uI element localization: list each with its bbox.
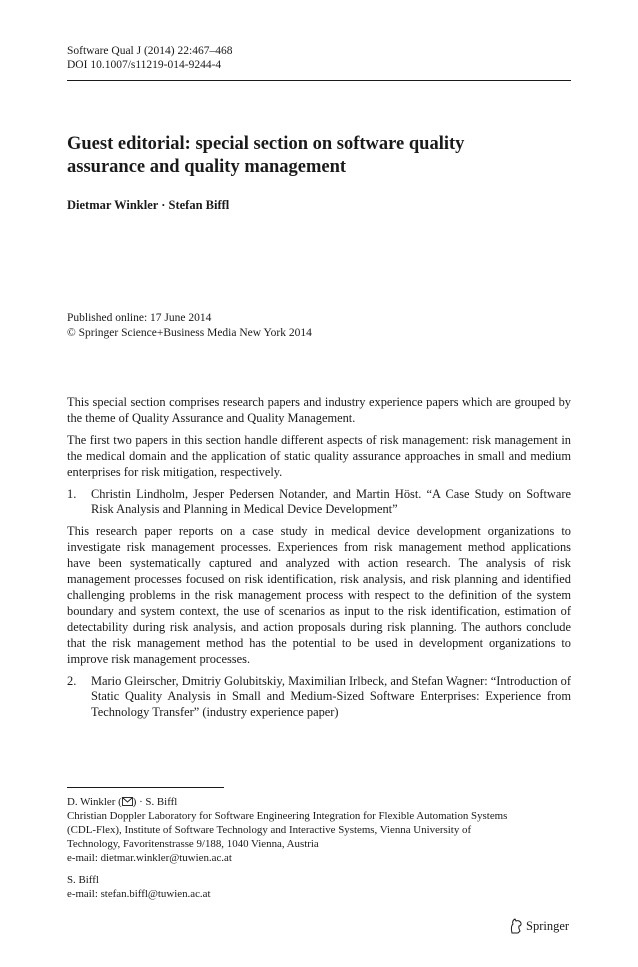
springer-horse-icon [509, 918, 523, 934]
paragraph-intro: This special section comprises research papers and industry experience papers which are grouped by the theme of Quality Assurance and Quality Management. [67, 395, 571, 425]
author-footnote [67, 795, 571, 901]
title-line-1: Guest editorial: special section on software quality [67, 134, 465, 154]
footnote-rule [67, 787, 224, 788]
header-rule [67, 80, 571, 81]
published-date: Published online: 17 June 2014 [67, 312, 212, 324]
reference-number: 2. [67, 673, 77, 688]
envelope-icon [122, 796, 133, 808]
email-winkler: e-mail: dietmar.winkler@tuwien.ac.at [67, 852, 232, 864]
footnote-author-2: S. Biffl [67, 874, 99, 886]
article-title [67, 133, 571, 179]
copyright-notice: © Springer Science+Business Media New York 2014 [67, 326, 312, 339]
reference-text: Christin Lindholm, Jesper Pedersen Notander, and Martin Höst. “A Case Study on Software Risk Analysis and Planning in Medical Device Development” [91, 486, 571, 517]
journal-citation: Software Qual J (2014) 22:467–468 [67, 45, 233, 57]
reference-number: 1. [67, 486, 77, 501]
reference-text: Mario Gleirscher, Dmitriy Golubitskiy, Maximilian Irlbeck, and Stefan Wagner: “Introduction of Static Quality Analysis in Small and Medium-Sized Software Enterprises: Experience from Technology Transfer” (industry experience paper) [91, 673, 571, 720]
publication-info [67, 311, 312, 340]
author-list: Dietmar Winkler · Stefan Biffl [67, 198, 230, 212]
publisher-logo [509, 918, 569, 934]
affiliation-line-2: (CDL-Flex), Institute of Software Technology and Interactive Systems, Vienna University of [67, 824, 472, 836]
doi: DOI 10.1007/s11219-014-9244-4 [67, 59, 222, 71]
email-biffl: e-mail: stefan.biffl@tuwien.ac.at [67, 888, 211, 900]
paragraph-paper-1-summary: This research paper reports on a case study in medical device development organizations to investigate risk management processes. Experiences from risk management method applications have been systematically captured and analyzed with action research. The analysis of risk management processes focused on risk identification, risk analysis, and risk planning and identified challenging problems in the risk management process with respect to the definition of the system boundary and system context, the use of scenarios as input to the risk identification, estimation of detectability during risk analysis, and action proposals during risk planning. The authors conclude that the risk management method has the potential to be used in development organizations to improve risk management processes. [67, 524, 571, 666]
article-body [67, 395, 571, 727]
paragraph-risk-overview: The first two papers in this section handle different aspects of risk management: risk management in the medical domain and the application of static quality assurance approaches in small and medium enterprises for risk mitigation, respectively. [67, 432, 571, 479]
affiliation-line-1: Christian Doppler Laboratory for Software Engineering Integration for Flexible Automation Systems [67, 810, 508, 822]
paper-reference-1 [67, 487, 571, 519]
footnote-authors: D. Winkler ( ) · S. Biffl [67, 796, 178, 808]
title-line-2: assurance and quality management [67, 157, 347, 177]
affiliation-line-3: Technology, Favoritenstrasse 9/188, 1040 Vienna, Austria [67, 838, 319, 850]
journal-header [67, 44, 232, 72]
paper-reference-2 [67, 674, 571, 722]
publisher-name: Springer [526, 918, 570, 933]
